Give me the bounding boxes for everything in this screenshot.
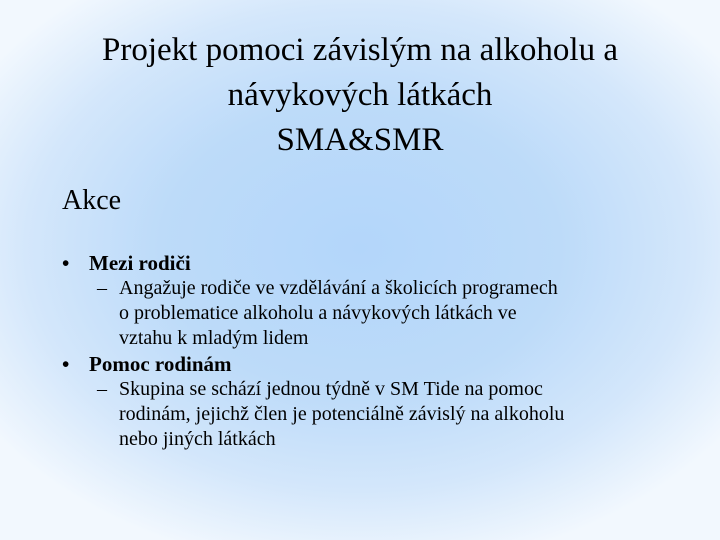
bullet-marker: • [62,352,70,376]
bullet-list [62,250,682,452]
sub-line: Angažuje rodiče ve vzdělávání a školicích programech [119,277,558,299]
sub-line: rodinám, jejichž člen je potenciálně závislý na alkoholu [119,403,565,425]
section-heading: Akce [62,185,122,216]
bullet-item-mezi-rodici [62,250,682,276]
sub-item-angazuje-rodice [62,276,682,351]
sub-line: Skupina se schází jednou týdně v SM Tide na pomoc [119,378,543,400]
bullet-label: Pomoc rodinám [89,352,232,376]
bullet-marker: • [62,251,70,275]
title-line-2: návykových látkách [227,77,493,113]
title-line-3: SMA&SMR [276,122,444,158]
bullet-label: Mezi rodiči [89,251,191,275]
sub-line: o problematice alkoholu a návykových látkách ve [119,302,517,324]
bullet-item-pomoc-rodinam [62,351,682,377]
sub-line: vztahu k mladým lidem [119,327,309,349]
slide-title [36,28,684,163]
sub-item-skupina [62,377,682,452]
sub-marker: – [97,378,107,400]
title-line-1: Projekt pomoci závislým na alkoholu a [102,32,618,68]
sub-line: nebo jiných látkách [119,428,276,450]
sub-marker: – [97,277,107,299]
